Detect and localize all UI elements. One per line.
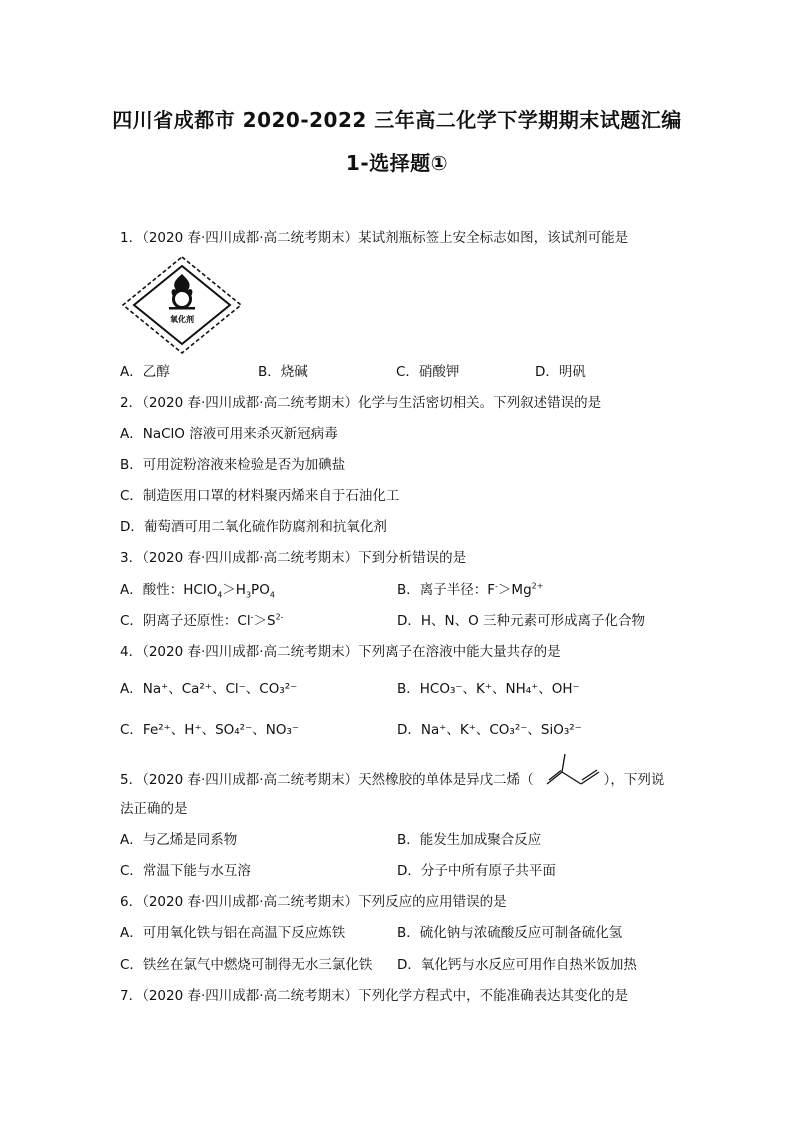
question-5-option-a[interactable]: A．与乙烯是同系物 <box>120 832 238 848</box>
question-5-stem: 5．（2020 春·四川成都·高二统考期末）天然橡胶的单体是异戊二烯（ ），下列说 <box>120 772 665 788</box>
question-6-option-b[interactable]: B．硫化钠与浓硫酸反应可制备硫化氢 <box>397 925 623 941</box>
document-title: 四川省成都市 2020-2022 三年高二化学下学期期末试题汇编 <box>112 108 682 132</box>
question-2-option-b[interactable]: B．可用淀粉溶液来检验是否为加碘盐 <box>120 457 346 473</box>
question-5-option-d[interactable]: D．分子中所有原子共平面 <box>397 863 556 879</box>
question-1-option-d[interactable]: D．明矾 <box>535 364 586 380</box>
question-3-option-a[interactable]: A．酸性：$HClO_4>H_3PO_4$ <box>120 582 275 600</box>
question-1-option-b[interactable]: B．烧碱 <box>258 364 308 380</box>
question-2-option-d[interactable]: D．葡萄酒可用二氧化硫作防腐剂和抗氧化剂 <box>120 519 387 535</box>
question-4-option-b[interactable]: B．HCO₃⁻、K⁺、NH₄⁺、OH⁻ <box>397 681 580 697</box>
question-1-option-c[interactable]: C．硝酸钾 <box>396 364 460 380</box>
question-4-option-d[interactable]: D．Na⁺、K⁺、CO₃²⁻、SiO₃²⁻ <box>397 722 582 738</box>
question-3-option-c[interactable]: C．阴离子还原性：$Cl^->S^{2-}$ <box>120 612 284 629</box>
question-2-option-c[interactable]: C．制造医用口罩的材料聚丙烯来自于石油化工 <box>120 488 400 504</box>
question-4-option-a[interactable]: A．Na⁺、Ca²⁺、Cl⁻、CO₃²⁻ <box>120 681 298 697</box>
question-6-stem: 6．（2020 春·四川成都·高二统考期末）下列反应的应用错误的是 <box>120 894 507 910</box>
question-2-stem: 2．（2020 春·四川成都·高二统考期末）化学与生活密切相关。下列叙述错误的是 <box>120 395 602 411</box>
question-5-option-c[interactable]: C．常温下能与水互溶 <box>120 863 251 879</box>
question-5-option-b[interactable]: B．能发生加成聚合反应 <box>397 832 542 848</box>
question-3-stem: 3．（2020 春·四川成都·高二统考期末）下到分析错误的是 <box>120 550 467 566</box>
question-4-option-c[interactable]: C．Fe²⁺、H⁺、SO₄²⁻、NO₃⁻ <box>120 722 299 738</box>
isoprene-structure <box>543 752 605 788</box>
question-3-option-b[interactable]: B．离子半径：$F^->Mg^{2+}$ <box>397 581 544 598</box>
question-1-stem: 1．（2020 春·四川成都·高二统考期末）某试剂瓶标签上安全标志如图，该试剂可能是 <box>120 230 629 246</box>
question-6-option-d[interactable]: D．氧化钙与水反应可用作自热米饭加热 <box>397 957 637 973</box>
document-subtitle: 1-选择题① <box>345 151 449 175</box>
question-6-option-c[interactable]: C．铁丝在氯气中燃烧可制得无水三氯化铁 <box>120 957 373 973</box>
question-4-stem: 4．（2020 春·四川成都·高二统考期末）下列离子在溶液中能大量共存的是 <box>120 644 561 660</box>
question-7-stem: 7．（2020 春·四川成都·高二统考期末）下列化学方程式中，不能准确表达其变化的是 <box>120 988 629 1004</box>
question-1-option-a[interactable]: A．乙醇 <box>120 364 170 380</box>
question-3-option-d[interactable]: D．H、N、O 三种元素可形成离子化合物 <box>397 613 646 629</box>
question-2-option-a[interactable]: A．NaClO 溶液可用来杀灭新冠病毒 <box>120 426 338 442</box>
oxidizer-hazard-label <box>120 254 244 356</box>
question-6-option-a[interactable]: A．可用氧化铁与铝在高温下反应炼铁 <box>120 925 346 941</box>
question-5-stem-cont: 法正确的是 <box>120 801 188 817</box>
hazard-label-text: 氧化剂 <box>170 315 194 324</box>
